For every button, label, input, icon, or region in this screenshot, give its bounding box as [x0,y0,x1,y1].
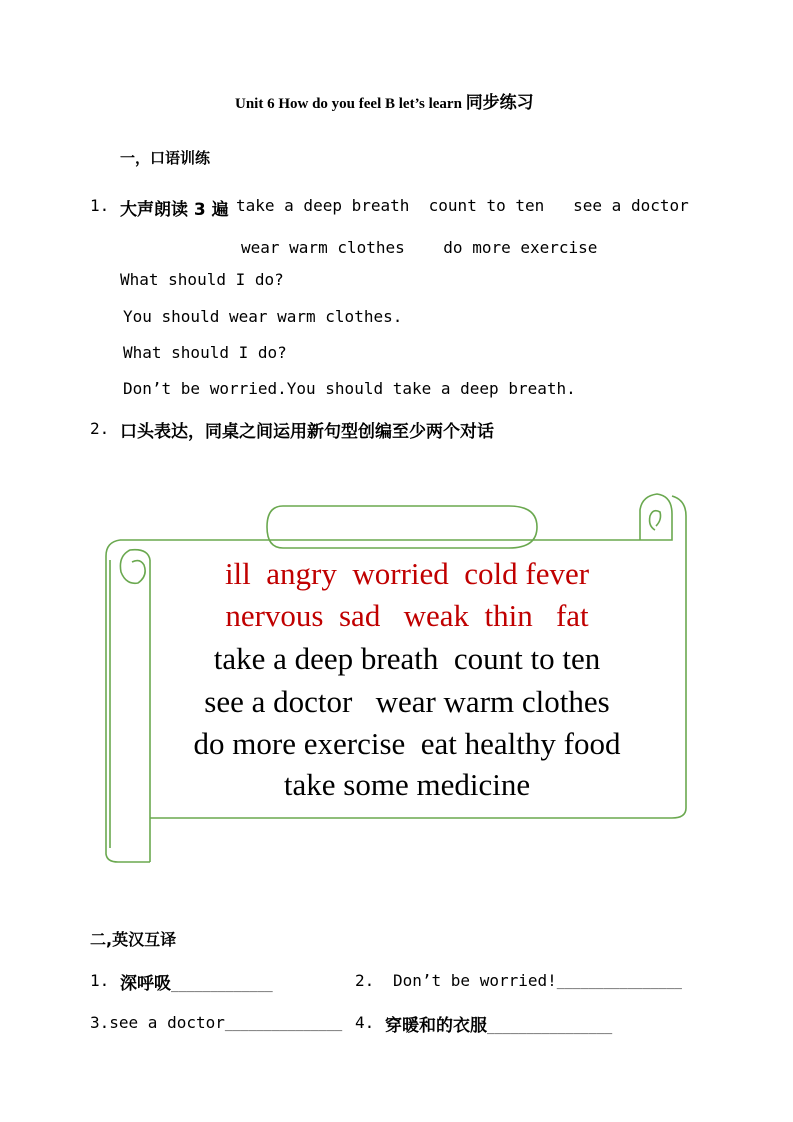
title-chinese: 同步练习 [465,93,534,113]
q3-number: 3. [90,1013,110,1032]
q1-number: 1. [90,971,110,990]
scroll-black-line: take some medicine [283,767,531,802]
q1-row [120,969,273,994]
section1-heading: 一，口语训练 [120,149,211,167]
item1-phrases-line2: wear warm clothes do more exercise [241,238,598,257]
scroll-black-line: see a doctor wear warm clothes [204,684,610,719]
item1-number: 1. [90,196,110,215]
dialogue-line: What should I do? [123,343,287,362]
scroll-red-line: nervous sad weak thin fat [225,598,589,633]
dialogue-line: You should wear warm clothes. [123,307,403,326]
scroll-black-line: do more exercise eat healthy food [193,726,621,761]
dialogue-line: What should I do? [120,270,284,289]
q4-text: 穿暖和的衣服 [385,1016,487,1036]
item2-number: 2. [90,419,110,438]
q2-answer-blank[interactable]: ________________ [556,975,682,990]
q3-answer-blank[interactable]: _______________ [224,1017,343,1032]
q4-answer-blank[interactable]: ________________ [487,1020,613,1035]
q2-number: 2. [355,971,375,990]
dialogue-line: Don’t be worried.You should take a deep breath. [123,379,576,398]
q3-text: see a doctor [109,1013,225,1032]
scroll-black-line: take a deep breath count to ten [213,641,601,676]
q1-answer-blank[interactable]: _____________ [171,978,273,993]
q3-row [90,1013,342,1033]
q1-text: 深呼吸 [120,974,171,994]
item1-phrases-line1: take a deep breath count to ten see a doctor [236,196,689,215]
title-english: Unit 6 How do you feel B let’s learn [235,96,466,112]
item2-label: 口头表达，同桌之间运用新句型创编至少两个对话 [120,422,494,442]
section2-heading: 二,英汉互译 [90,930,177,949]
q2-text: Don’t be worried! [393,971,557,990]
q4-row [385,1011,612,1036]
q2-row [393,971,682,991]
q4-number: 4. [355,1013,375,1032]
item1-label: 大声朗读 3 遍 [120,200,229,220]
scroll-red-line: ill angry worried cold fever [224,556,590,591]
